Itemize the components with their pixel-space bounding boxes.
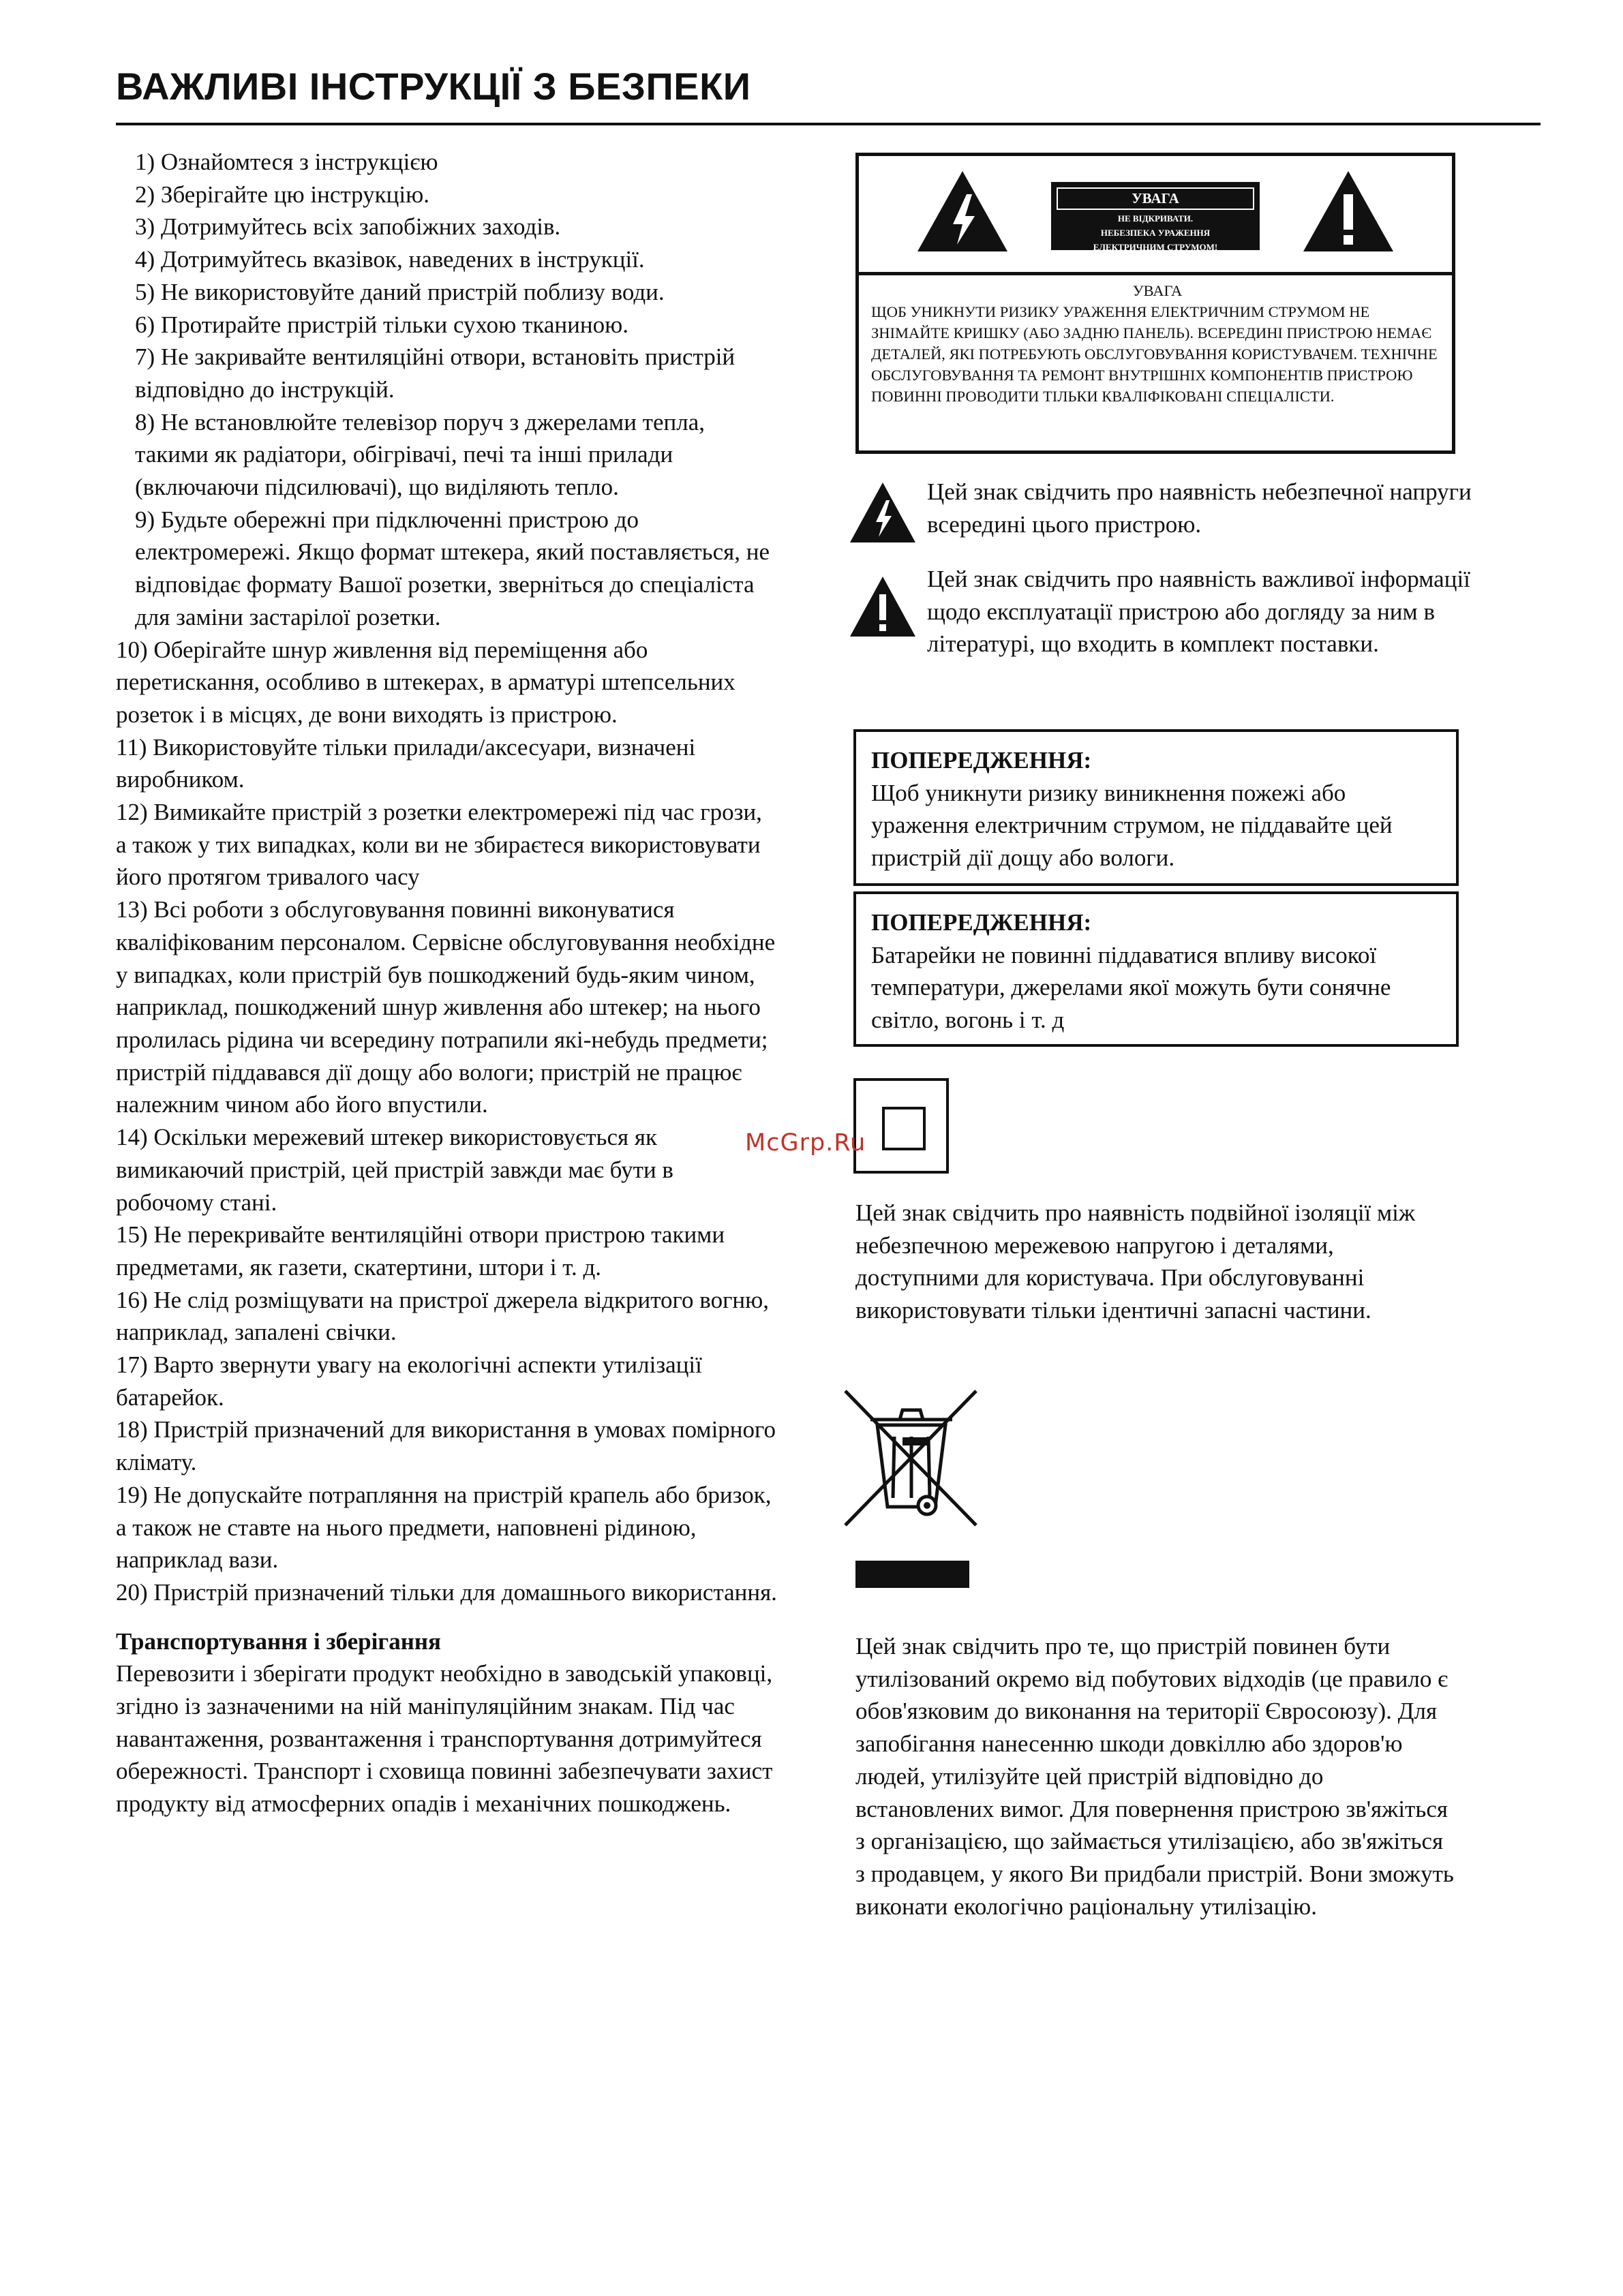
exclamation-warning-icon (849, 575, 917, 638)
instruction-item: 2) Зберігайте цю інструкцію. (135, 181, 429, 208)
instruction-item: 9) Будьте обережні при підключенні пристрою до електромережі. Якщо формат штекера, який поставляється, не відповідає формату Вашої розетки, зверніться до спеціаліста для заміни застарілої розетки. (135, 506, 770, 630)
instruction-item: 18) Пристрій призначений для використання в умовах помірного клімату. (116, 1416, 776, 1476)
instruction-item: 11) Використовуйте тільки прилади/аксесуари, визначені виробником. (116, 733, 696, 793)
info-sign-text: Цей знак свідчить про наявність важливої інформації щодо експлуатації пристрою або догляду за ним в літературі, що входить в комплект поставки. (927, 566, 1470, 657)
caution-panel-header (859, 156, 1452, 275)
exclamation-warning-icon (1301, 168, 1396, 254)
instruction-item: 8) Не встановлюйте телевізор поруч з джерелами тепла, такими як радіатори, обігрівачі, печі та інші прилади (включаючи підсилювачі), що виділяють тепло. (135, 408, 705, 501)
double-insulation-inner-square (882, 1107, 926, 1150)
crossed-out-bin-icon (840, 1386, 983, 1532)
instruction-item: 14) Оскільки мережевий штекер використовується як вимикаючий пристрій, цей пристрій завжди має бути в робочому стані. (116, 1124, 673, 1216)
instruction-item: 19) Не допускайте потрапляння на пристрій крапель або бризок, а також не ставте на нього предмети, наповнені рідиною, наприклад вази. (116, 1481, 772, 1574)
weee-text: Цей знак свідчить про те, що пристрій повинен бути утилізований окремо від побутових відходів (це правило є обов'язковим до виконання на території Євросоюзу). Для запобігання нанесенню шкоди довкіллю або здоров'ю людей, утилізуйте цей пристрій відповідно до встановлених вимог. Для повернення пристрою зв'яжіться з організацією, що займається утилізацією, або зв'яжіться з продавцем, у якого Ви придбали пристрій. Вони зможуть виконати екологічно раціональну утилізацію. (855, 1633, 1454, 1920)
warning-box-heading: ПОПЕРЕДЖЕННЯ: (871, 747, 1092, 774)
watermark: McGrp.Ru (745, 1129, 866, 1157)
caution-text (871, 280, 1444, 407)
warning-box (853, 891, 1459, 1047)
caution-panel (855, 153, 1455, 454)
voltage-sign-row (849, 476, 1472, 544)
instruction-item: 16) Не слід розміщувати на пристрої джерела відкритого вогню, наприклад, запалені свічки. (116, 1286, 770, 1346)
caution-text-body: ЩОБ УНИКНУТИ РИЗИКУ УРАЖЕННЯ ЕЛЕКТРИЧНИМ СТРУМОМ НЕ ЗНІМАЙТЕ КРИШКУ (АБО ЗАДНЮ ПАНЕЛЬ). ВСЕРЕДИНІ ПРИСТРОЮ НЕМАЄ ДЕТАЛЕЙ, ЯКІ ПОТРЕБУЮТЬ ОБСЛУГОВУВАННЯ КОРИСТУВАЧЕМ. ТЕХНІЧНЕ ОБСЛУГОВУВАННЯ ТА РЕМОНТ ВНУТРІШНІХ КОМПОНЕНТІВ ПРИСТРОЮ ПОВИННІ ПРОВОДИТИ ТІЛЬКИ КВАЛІФІКОВАНІ СПЕЦІАЛІСТИ. (871, 303, 1438, 405)
instruction-item: 6) Протирайте пристрій тільки сухою тканиною. (135, 311, 628, 338)
weee-bar (855, 1561, 969, 1588)
instruction-item: 7) Не закривайте вентиляційні отвори, встановіть пристрій відповідно до інструкцій. (135, 343, 735, 403)
instruction-item: 4) Дотримуйтесь вказівок, наведених в інструкції. (135, 246, 645, 273)
instruction-item: 5) Не використовуйте даний пристрій поблизу води. (135, 278, 665, 305)
transport-text: Перевозити і зберігати продукт необхідно в заводській упаковці, згідно із зазначеними на ній маніпуляційним знакам. Під час навантаження, розвантаження і транспортування дотримуйтеся обережності. Транспорт і сховища повинні забезпечувати захист продукту від атмосферних опадів і механічних пошкоджень. (116, 1660, 773, 1818)
caution-badge-line: ЕЛЕКТРИЧНИМ СТРУМОМ! (1093, 242, 1218, 252)
lightning-warning-icon (915, 168, 1010, 254)
instruction-item: 12) Вимикайте пристрій з розетки електромережі під час грози, а також у тих випадках, коли ви не збираєтеся використовувати його протягом тривалого часу (116, 799, 762, 891)
page-title: ВАЖЛИВІ ІНСТРУКЦІЇ З БЕЗПЕКИ (116, 65, 751, 108)
instruction-item: 15) Не перекривайте вентиляційні отвори пристрою такими предметами, як газети, скатертини, штори і т. д. (116, 1221, 725, 1281)
caution-badge-line: НЕБЕЗПЕКА УРАЖЕННЯ (1100, 228, 1211, 238)
instruction-item: 20) Пристрій призначений тільки для домашнього використання. (116, 1578, 777, 1606)
caution-badge (1051, 182, 1260, 250)
caution-text-title: УВАГА (1132, 282, 1183, 299)
instruction-item: 3) Дотримуйтесь всіх запобіжних заходів. (135, 213, 561, 241)
voltage-sign-text: Цей знак свідчить про наявність небезпечної напруги всередині цього пристрою. (927, 478, 1472, 538)
lightning-warning-icon (849, 481, 917, 544)
info-sign-row (849, 563, 1470, 665)
double-insulation-icon (853, 1078, 949, 1174)
double-insulation-text: Цей знак свідчить про наявність подвійної ізоляції між небезпечною мережевою напругою і деталями, доступними для користувача. При обслуговуванні використовувати тільки ідентичні запасні частини. (855, 1199, 1416, 1324)
title-rule (116, 123, 1541, 125)
caution-badge-line: НЕ ВІДКРИВАТИ. (1117, 213, 1194, 224)
warning-box-text: Батарейки не повинні піддаватися впливу високої температури, джерелами якої можуть бути сонячне світло, вогонь і т. д (871, 941, 1391, 1033)
instruction-list (116, 146, 777, 1609)
instruction-item: 1) Ознайомтеся з інструкцією (135, 149, 438, 175)
warning-box-text: Щоб уникнути ризику виникнення пожежі або ураження електричним струмом, не піддавайте цей пристрій дії дощу або вологи. (871, 779, 1393, 871)
instruction-item: 13) Всі роботи з обслуговування повинні виконуватися кваліфікованим персоналом. Сервісне обслуговування необхідне у випадках, коли пристрій був пошкоджений будь-яким чином, наприклад, пошкоджений шнур живлення або штекер; на нього пролилась рідина чи всередину потрапили які-небудь предмети; пристрій піддавався дії дощу або вологи; пристрій не працює належним чином або його впустили. (116, 896, 776, 1118)
left-column (116, 146, 777, 1820)
warning-box (853, 729, 1459, 886)
transport-heading: Транспортування і зберігання (116, 1627, 441, 1655)
warning-box-heading: ПОПЕРЕДЖЕННЯ: (871, 909, 1092, 936)
instruction-item: 10) Оберігайте шнур живлення від переміщення або перетискання, особливо в штекерах, в арматурі штепсельних розеток і в місцях, де вони виходять із пристрою. (116, 636, 735, 728)
caution-badge-title: УВАГА (1057, 187, 1254, 210)
instruction-item: 17) Варто звернути увагу на екологічні аспекти утилізації батарейок. (116, 1351, 702, 1411)
